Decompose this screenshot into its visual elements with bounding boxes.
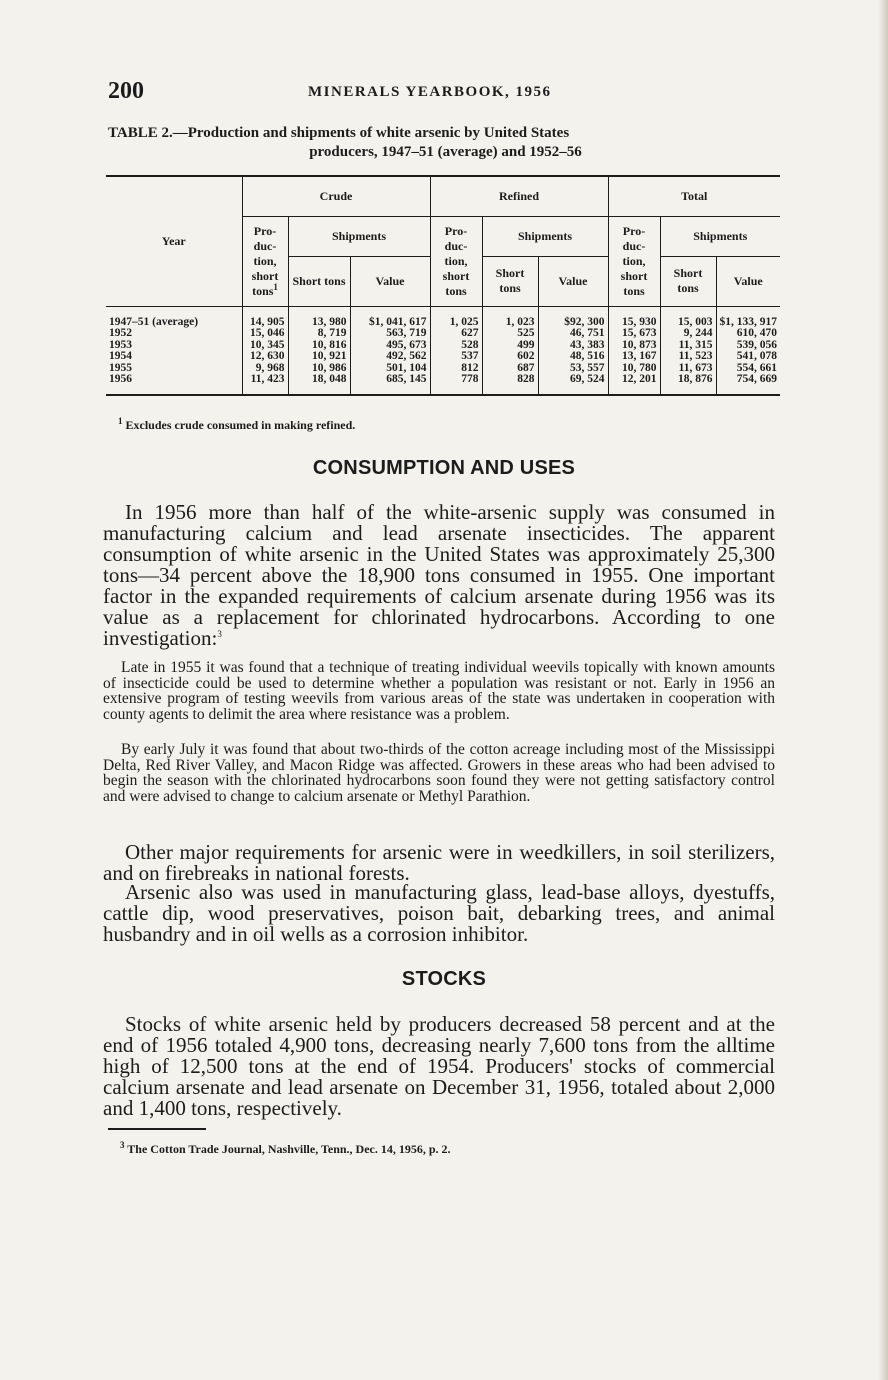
quote-paragraph-2: By early July it was found that about two-thirds of the cotton acreage including most of the Mississippi Delta, Red River Valley, and Macon Ridge was affected. Growers in these areas who had been advised to begin the season with the chlorinated hydrocarbons soon found they were not getting satisfactory control and were advised to change to calcium arsenate or Methyl Parathion. xyxy=(103,741,775,805)
table-row: 1954 12, 630 10, 921 492, 562 537 602 48, 516 13, 167 11, 523 541, 078 xyxy=(106,351,780,363)
running-header xyxy=(108,78,783,108)
page-edge xyxy=(878,0,888,1380)
production-table xyxy=(106,175,780,396)
header-total-short-tons: Short tons xyxy=(660,256,716,306)
header-crude: Crude xyxy=(242,176,430,216)
header-total-production: Pro-duc-tion, short tons xyxy=(608,216,660,306)
table-row: 1952 15, 046 8, 719 563, 719 627 525 46, 751 15, 673 9, 244 610, 470 xyxy=(106,328,780,340)
header-refined-short-tons: Short tons xyxy=(482,256,538,306)
header-crude-short-tons: Short tons xyxy=(288,256,350,306)
header-year: Year xyxy=(106,176,242,306)
heading-stocks: STOCKS xyxy=(401,968,487,990)
header-crude-value: Value xyxy=(350,256,430,306)
table-caption-line-2: producers, 1947–51 (average) and 1952–56 xyxy=(309,144,582,160)
page-number: 200 xyxy=(108,78,144,104)
table-row: 1953 10, 345 10, 816 495, 673 528 499 43, 383 10, 873 11, 315 539, 056 xyxy=(106,340,780,352)
table-row: 1956 11, 423 18, 048 685, 145 778 828 69, 524 12, 201 18, 876 754, 669 xyxy=(106,374,780,395)
header-crude-production: Pro-duc-tion, short tons$^1$ xyxy=(242,216,288,306)
header-total: Total xyxy=(608,176,780,216)
table-caption xyxy=(108,124,783,162)
header-crude-shipments: Shipments xyxy=(288,216,430,256)
header-total-value: Value xyxy=(716,256,780,306)
header-refined-shipments: Shipments xyxy=(482,216,608,256)
paragraph-stocks: Stocks of white arsenic held by producers decreased 58 percent and at the end of 1956 totaled 4,900 tons, decreasing nearly 7,600 tons from the alltime high of 12,500 tons at the end of 1954. Producers' stocks of commercial calcium arsenate and lead arsenate on December 31, 1956, totaled about 2,000 and 1,400 tons, respectively. xyxy=(103,1012,775,1120)
table-footnote: $^1$ Excludes crude consumed in making refined. xyxy=(118,416,356,432)
quote-paragraph-1: Late in 1955 it was found that a technique of treating individual weevils topically with known amounts of insecticide could be used to determine whether a population was resistant or not. Early in 1956 an extensive program of testing weevils from various areas of the state was undertaken in cooperation with county agents to delimit the area where resistance was a problem. xyxy=(103,659,775,723)
header-refined-production: Pro-duc-tion, short tons xyxy=(430,216,482,306)
paragraph-other-requirements: Other major requirements for arsenic were in weedkillers, in soil sterilizers, and on firebreaks in national forests. xyxy=(103,840,775,885)
footnote-divider xyxy=(108,1128,206,1130)
header-total-shipments: Shipments xyxy=(660,216,780,256)
paragraph-other-uses: Arsenic also was used in manufacturing glass, lead-base alloys, dyestuffs, cattle dip, wood preservatives, poison bait, debarking trees, and animal husbandry and in oil wells as a corrosion inhibitor. xyxy=(103,880,775,946)
footnote-citation: $^3$ The Cotton Trade Journal, Nashville, Tenn., Dec. 14, 1956, p. 2. xyxy=(120,1140,451,1156)
table-caption-line-1: TABLE 2.—Production and shipments of white arsenic by United States xyxy=(108,125,570,141)
table-row: 1955 9, 968 10, 986 501, 104 812 687 53, 557 10, 780 11, 673 554, 661 xyxy=(106,363,780,375)
header-refined-value: Value xyxy=(538,256,608,306)
running-title: MINERALS YEARBOOK, 1956 xyxy=(308,84,552,100)
header-refined: Refined xyxy=(430,176,608,216)
heading-consumption-and-uses: CONSUMPTION AND USES xyxy=(312,457,576,479)
paragraph-consumption: In 1956 more than half of the white-arsenic supply was consumed in manufacturing calcium and lead arsenate insecticides. The apparent consumption of white arsenic in the United States was approximately 25,300 tons—34 percent above the 18,900 tons consumed in 1955. One important factor in the expanded requirements of calcium arsenate during 1956 was its value as a replacement for chlorinated hydrocarbons. According to one investigation:$^3$ xyxy=(103,500,775,650)
table-row: 1947–51 (average) 14, 905 13, 980 $1, 041, 617 1, 025 1, 023 $92, 300 15, 930 15, 003 $1, 133, 917 xyxy=(106,306,780,328)
